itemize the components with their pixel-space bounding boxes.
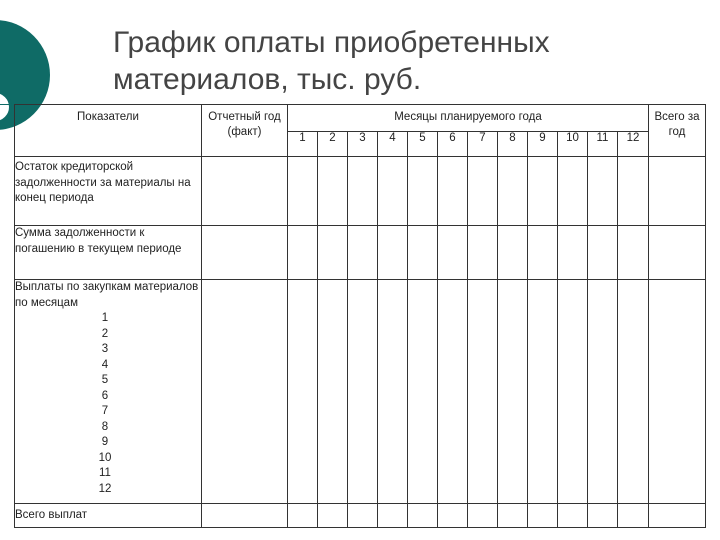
page-title: График оплаты приобретенных материалов, тыс. руб. bbox=[113, 26, 550, 96]
payment-month-number: 4 bbox=[101, 358, 109, 371]
table-cell bbox=[588, 226, 618, 280]
header-month: 2 bbox=[318, 132, 348, 157]
table-row bbox=[15, 280, 706, 504]
table-cell bbox=[438, 226, 468, 280]
table-cell bbox=[649, 157, 706, 226]
table-cell bbox=[649, 280, 706, 504]
header-reporting-year: Отчетный год (факт) bbox=[202, 105, 288, 157]
header-month: 4 bbox=[378, 132, 408, 157]
table-cell bbox=[649, 504, 706, 528]
payment-month-number: 8 bbox=[101, 420, 109, 433]
table-cell bbox=[588, 280, 618, 504]
table-cell bbox=[558, 504, 588, 528]
table-cell bbox=[288, 280, 318, 504]
table-cell bbox=[468, 226, 498, 280]
table-cell bbox=[438, 280, 468, 504]
table-cell bbox=[288, 226, 318, 280]
row-label-payments bbox=[15, 280, 202, 504]
table-cell bbox=[288, 157, 318, 226]
table-cell bbox=[202, 280, 288, 504]
header-month: 12 bbox=[618, 132, 649, 157]
row-label-repayment: Сумма задолженности к погашению в текущем периоде bbox=[15, 226, 202, 280]
table-cell bbox=[348, 504, 378, 528]
payment-month-number: 3 bbox=[101, 343, 109, 355]
table-cell bbox=[498, 157, 528, 226]
decorative-line bbox=[0, 104, 10, 105]
table-cell bbox=[378, 280, 408, 504]
header-month: 8 bbox=[498, 132, 528, 157]
payment-month-number: 6 bbox=[101, 389, 109, 402]
payment-schedule-table bbox=[14, 104, 706, 528]
header-month: 1 bbox=[288, 132, 318, 157]
table-cell bbox=[408, 157, 438, 226]
table-cell bbox=[348, 280, 378, 504]
table-cell bbox=[348, 157, 378, 226]
table-cell bbox=[498, 504, 528, 528]
header-month: 6 bbox=[438, 132, 468, 157]
table-cell bbox=[202, 504, 288, 528]
header-month: 3 bbox=[348, 132, 378, 157]
table-cell bbox=[618, 157, 649, 226]
header-month: 10 bbox=[558, 132, 588, 157]
table-cell bbox=[588, 504, 618, 528]
table-cell bbox=[558, 280, 588, 504]
payment-month-list bbox=[85, 311, 125, 497]
payments-label: Выплаты по закупкам материалов по месяцам bbox=[15, 281, 199, 309]
table-cell bbox=[498, 280, 528, 504]
table-cell bbox=[528, 504, 558, 528]
table-cell bbox=[288, 504, 318, 528]
table-cell bbox=[318, 504, 348, 528]
table-cell bbox=[408, 226, 438, 280]
header-month: 7 bbox=[468, 132, 498, 157]
payment-month-number: 7 bbox=[101, 405, 109, 417]
table-cell bbox=[618, 280, 649, 504]
table-cell bbox=[588, 157, 618, 226]
table-cell bbox=[378, 157, 408, 226]
table-cell bbox=[558, 157, 588, 226]
header-months-group: Месяцы планируемого года bbox=[288, 105, 649, 132]
table-cell bbox=[528, 157, 558, 226]
table-cell bbox=[378, 504, 408, 528]
table-cell bbox=[618, 226, 649, 280]
table-row bbox=[15, 504, 706, 528]
payment-month-number: 12 bbox=[98, 482, 112, 495]
table-row bbox=[15, 157, 706, 226]
table-cell bbox=[528, 280, 558, 504]
table-cell bbox=[318, 157, 348, 226]
payment-month-number: 9 bbox=[101, 436, 109, 448]
table-cell bbox=[438, 157, 468, 226]
table-cell bbox=[558, 226, 588, 280]
payment-month-number: 11 bbox=[99, 467, 111, 479]
table-cell bbox=[202, 226, 288, 280]
header-month: 5 bbox=[408, 132, 438, 157]
table-cell bbox=[618, 504, 649, 528]
table-cell bbox=[348, 226, 378, 280]
header-total: Всего за год bbox=[649, 105, 706, 157]
table-cell bbox=[318, 280, 348, 504]
table-cell bbox=[649, 226, 706, 280]
payment-month-number: 10 bbox=[98, 451, 112, 464]
table-cell bbox=[318, 226, 348, 280]
table-cell bbox=[408, 280, 438, 504]
payment-month-number: 1 bbox=[101, 312, 109, 324]
table-cell bbox=[202, 157, 288, 226]
table-cell bbox=[468, 504, 498, 528]
table-cell bbox=[438, 504, 468, 528]
table-cell bbox=[498, 226, 528, 280]
table-row bbox=[15, 226, 706, 280]
table-cell bbox=[378, 226, 408, 280]
header-month: 11 bbox=[588, 132, 618, 157]
table-cell bbox=[468, 157, 498, 226]
header-month: 9 bbox=[528, 132, 558, 157]
row-label-balance: Остаток кредиторской задолженности за материалы на конец периода bbox=[15, 157, 202, 226]
header-indicators: Показатели bbox=[15, 105, 202, 157]
table-cell bbox=[528, 226, 558, 280]
payment-month-number: 5 bbox=[101, 374, 109, 386]
table-cell bbox=[468, 280, 498, 504]
row-label-total: Всего выплат bbox=[15, 504, 202, 528]
table-cell bbox=[408, 504, 438, 528]
payment-month-number: 2 bbox=[101, 327, 109, 340]
